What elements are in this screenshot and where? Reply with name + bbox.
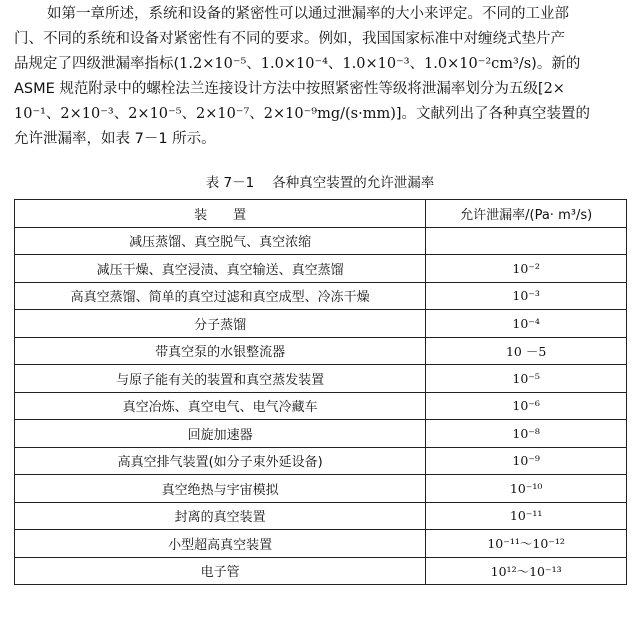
table-row [15, 475, 627, 503]
paragraph-line-1: 如第一章所述，系统和设备的紧密性可以通过泄漏率的大小来评定。不同的工业部 [47, 6, 569, 22]
table-row [15, 282, 627, 310]
table-caption-label: 表 7－1 [205, 175, 255, 191]
device-cell: 回旋加速器 [15, 420, 426, 448]
rate-cell: 10⁻⁸ [426, 420, 627, 448]
paragraph-line-2: 门、不同的系统和设备对紧密性有不同的要求。例如，我国国家标准中对缠绕式垫片产 [14, 31, 565, 47]
rate-cell: 10⁻¹¹ [426, 502, 627, 530]
paragraph-line-3 [14, 52, 626, 77]
body-paragraph [14, 2, 626, 152]
paragraph-line-4 [14, 77, 626, 102]
table-caption-title: 各种真空装置的允许泄漏率 [272, 175, 435, 191]
table-row [15, 530, 627, 558]
table-row [15, 502, 627, 530]
device-cell: 真空冶炼、真空电气、电气冷藏车 [15, 392, 426, 420]
paragraph-line-5 [14, 102, 626, 127]
table-row [15, 447, 627, 475]
device-cell: 小型超高真空装置 [15, 530, 426, 558]
device-cell: 带真空泵的水银整流器 [15, 337, 426, 365]
device-cell: 真空绝热与宇宙模拟 [15, 475, 426, 503]
table-caption [0, 171, 640, 191]
device-cell: 减压蒸馏、真空脱气、真空浓缩 [15, 227, 426, 255]
header-device: 装 置 [15, 200, 426, 228]
rate-cell: 10⁻⁴ [426, 310, 627, 338]
asme-rate-start: 2× [543, 81, 565, 97]
leak-rate-table [14, 199, 627, 585]
device-cell: 封离的真空装置 [15, 502, 426, 530]
rate-cell: 10⁻² [426, 255, 627, 283]
rate-cell: 10⁻⁶ [426, 392, 627, 420]
rate-cell: 10⁻⁹ [426, 447, 627, 475]
device-cell: 减压干燥、真空浸渍、真空输送、真空蒸馏 [15, 255, 426, 283]
table-row [15, 337, 627, 365]
table-row [15, 420, 627, 448]
device-cell: 分子蒸馏 [15, 310, 426, 338]
rate-cell: 10¹²～10⁻¹³ [426, 557, 627, 585]
table-row [15, 365, 627, 393]
rate-cell: 10⁻¹⁰ [426, 475, 627, 503]
paragraph-line-3-text: 品规定了四级泄漏率指标( [14, 56, 180, 72]
paragraph-line-6: 允许泄漏率，如表 7－1 所示。 [14, 131, 216, 147]
device-cell: 高真空排气装置(如分子束外延设备) [15, 447, 426, 475]
table-row [15, 227, 627, 255]
rate-cell: 10⁻¹¹～10⁻¹² [426, 530, 627, 558]
table-row [15, 255, 627, 283]
gasket-leak-rate-grades: 1.2×10⁻⁵、1.0×10⁻⁴、1.0×10⁻³、1.0×10⁻²cm³/s [179, 56, 532, 72]
table-row [15, 310, 627, 338]
header-rate: 允许泄漏率/(Pa· m³/s) [426, 200, 627, 228]
device-cell: 电子管 [15, 557, 426, 585]
device-cell: 与原子能有关的装置和真空蒸发装置 [15, 365, 426, 393]
paragraph-line-5-end: ]。文献列出了各种真空装置的 [395, 106, 591, 122]
table-row [15, 392, 627, 420]
rate-cell: 10⁻³ [426, 282, 627, 310]
rate-cell: 10⁻⁵ [426, 365, 627, 393]
rate-cell [426, 227, 627, 255]
device-cell: 高真空蒸馏、简单的真空过滤和真空成型、冷冻干燥 [15, 282, 426, 310]
paragraph-line-4-text: ASME 规范附录中的螺栓法兰连接设计方法中按照紧密性等级将泄漏率划分为五级[ [14, 81, 544, 97]
rate-cell: 10 －5 [426, 337, 627, 365]
table-header-row [15, 200, 627, 228]
table-row [15, 557, 627, 585]
asme-leak-rate-grades: 10⁻¹、2×10⁻³、2×10⁻⁵、2×10⁻⁷、2×10⁻⁹mg/(s·mm) [14, 106, 396, 122]
paragraph-line-3-end: )。新的 [531, 56, 581, 72]
